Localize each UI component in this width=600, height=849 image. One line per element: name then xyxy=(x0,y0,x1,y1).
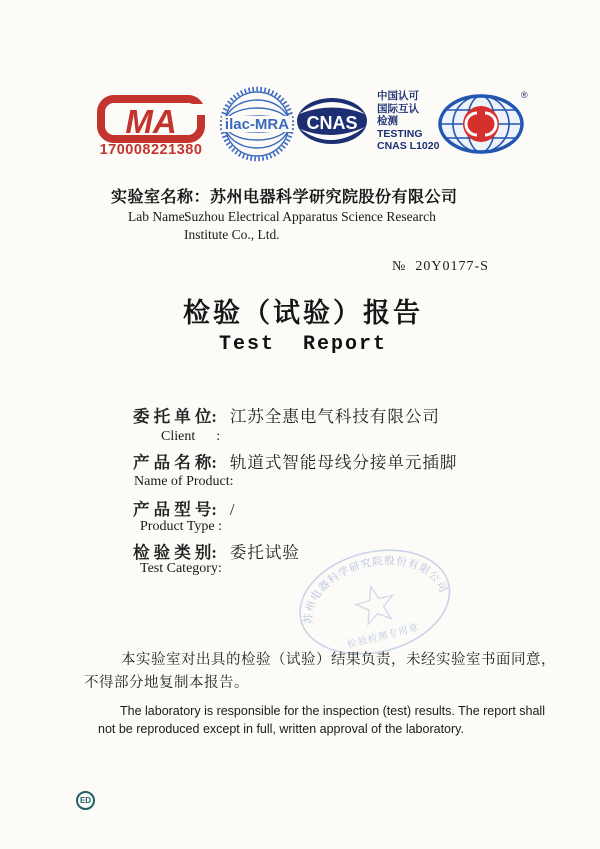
field-label-en-product-name: Name of Product: xyxy=(134,474,234,489)
svg-text:ilac-MRA: ilac-MRA xyxy=(224,116,290,133)
field-label-zh: 委 托 单 位: xyxy=(133,407,217,426)
lab-name-zh-label: 实验室名称： xyxy=(111,189,211,206)
registered-trademark-icon: ® xyxy=(521,90,528,100)
stamp-bottom-text: 检验检测专用章 xyxy=(346,623,421,651)
accreditation-line: 国际互认 xyxy=(377,102,419,115)
disclaimer-zh-line2: 不得部分地复制本报告。 xyxy=(84,675,249,691)
field-row-product-name xyxy=(133,449,457,473)
certification-globe-emblem-icon xyxy=(437,93,529,155)
binder-hole-mark-icon xyxy=(76,791,95,810)
accreditation-line: 检测 xyxy=(377,115,398,127)
field-label-en-test-category: Test Category: xyxy=(140,561,222,576)
report-number-prefix: № xyxy=(392,259,407,274)
report-number xyxy=(392,259,489,275)
field-row-product-type xyxy=(133,496,235,520)
report-title-en: Test Report xyxy=(218,333,388,356)
lab-name-en-label: Lab Name: xyxy=(128,209,189,224)
cnas-ellipse-icon xyxy=(296,97,368,145)
lab-name-en-line2: Institute Co., Ltd. xyxy=(184,227,280,242)
field-row-client xyxy=(133,403,440,427)
svg-text:MA: MA xyxy=(125,103,177,140)
field-label-zh: 检 验 类 别: xyxy=(133,543,217,562)
stamp-arc-text: 苏州电器科学研究院股份有限公司 xyxy=(303,556,449,624)
ilac-mra-globe-icon xyxy=(219,86,295,162)
svg-text:CNAS: CNAS xyxy=(306,113,358,133)
lab-name-zh xyxy=(111,184,458,207)
field-label-en-client: Client : xyxy=(161,429,221,444)
field-label-en-product-type: Product Type : xyxy=(140,519,222,534)
cma-certification-mark-icon xyxy=(97,95,205,143)
binder-hole-mark-text: ED xyxy=(79,795,92,805)
accreditation-line: 中国认可 xyxy=(377,90,419,102)
accreditation-line: CNAS L1020 xyxy=(377,140,440,152)
field-value: / xyxy=(229,500,236,519)
field-row-test-category xyxy=(133,539,300,563)
field-value: 轨道式智能母线分接单元插脚 xyxy=(229,453,458,472)
disclaimer-zh-line1: 本实验室对出具的检验（试验）结果负责，未经实验室书面同意， xyxy=(121,652,556,668)
disclaimer-en-line1: The laboratory is responsible for the inspection (test) results. The report shall xyxy=(120,704,545,718)
lab-name-en-line1: Suzhou Electrical Apparatus Science Research xyxy=(184,209,436,224)
report-number-value: 20Y0177-S xyxy=(415,259,489,274)
field-value: 委托试验 xyxy=(229,543,300,562)
accreditation-line: TESTING xyxy=(377,127,423,140)
field-value: 江苏全惠电气科技有限公司 xyxy=(229,407,440,426)
lab-name-zh-value: 苏州电器科学研究院股份有限公司 xyxy=(210,189,458,206)
stamp-star-icon xyxy=(352,582,398,626)
field-label-zh: 产 品 名 称: xyxy=(133,453,217,472)
field-label-zh: 产 品 型 号: xyxy=(133,500,217,519)
report-title-zh: 检验（试验）报告 xyxy=(183,298,423,328)
disclaimer-en-line2: not be reproduced except in full, written approval of the laboratory. xyxy=(98,722,464,736)
cma-certificate-number: 170008221380 xyxy=(99,142,203,158)
accreditation-text-block xyxy=(377,90,439,153)
